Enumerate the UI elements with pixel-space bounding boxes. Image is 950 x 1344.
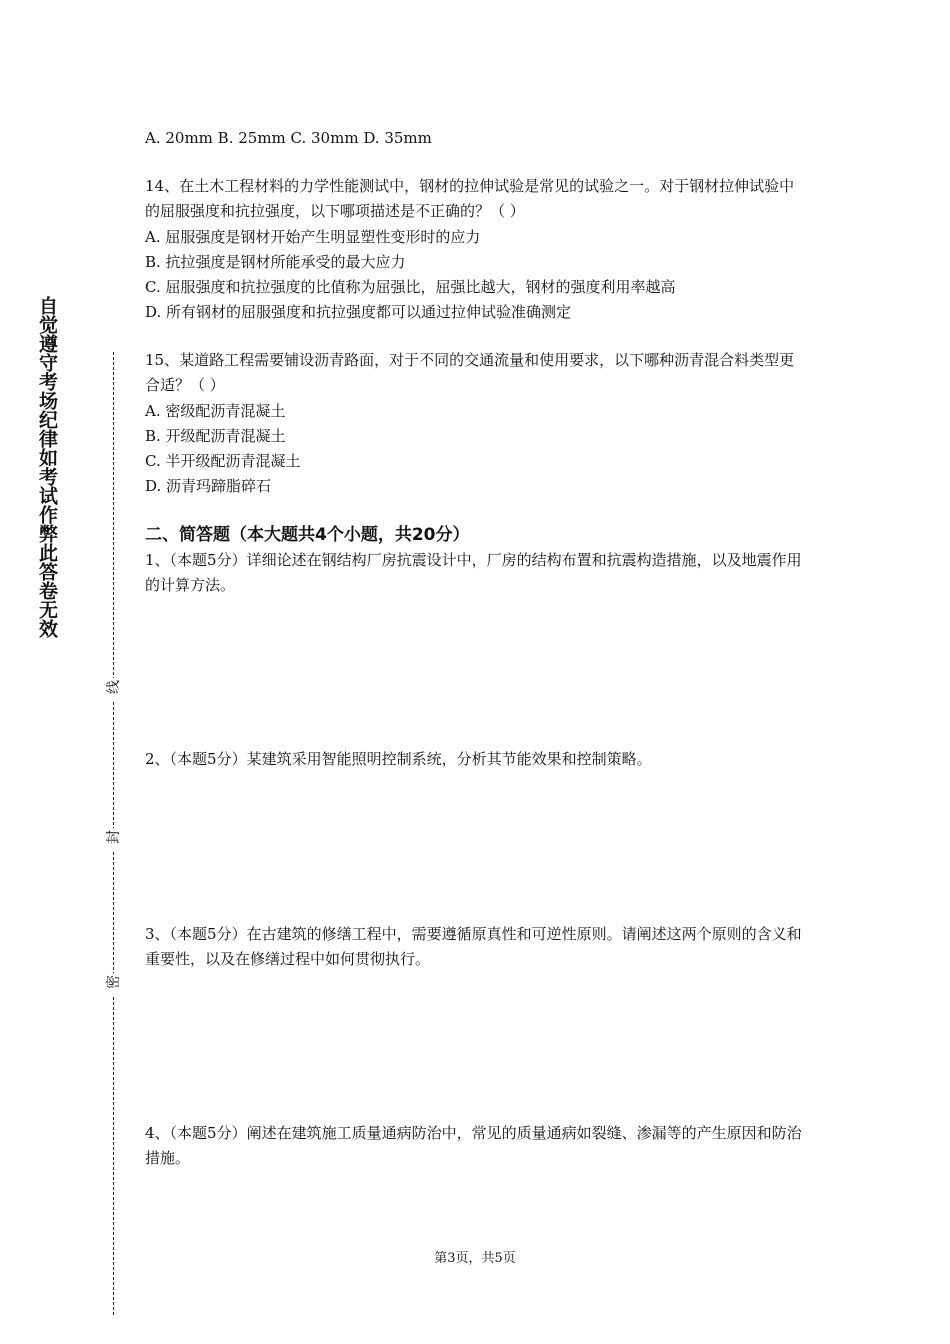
q15-stem: 15、某道路工程需要铺设沥青路面，对于不同的交通流量和使用要求，以下哪种沥青混合料类型更合适？（ ） [145,351,795,394]
short-answer-question-1: 1、（本题5分）详细论述在钢结构厂房抗震设计中，厂房的结构布置和抗震构造措施，以及地震作用的计算方法。 [145,551,802,594]
short-answer-question-4: 4、（本题5分）阐述在建筑施工质量通病防治中，常见的质量通病如裂缝、渗漏等的产生原因和防治措施。 [145,1124,802,1167]
short-answer-question-3: 3、（本题5分）在古建筑的修缮工程中，需要遵循原真性和可逆性原则。请阐述这两个原则的含义和重要性，以及在修缮过程中如何贯彻执行。 [145,925,802,968]
q14-stem: 14、在土木工程材料的力学性能测试中，钢材的拉伸试验是常见的试验之一。对于钢材拉伸试验中的屈服强度和抗拉强度，以下哪项描述是不正确的？（ ） [145,177,795,220]
q15-option-d: D. 沥青玛蹄脂碎石 [145,477,272,495]
q15-option-b: B. 开级配沥青混凝土 [145,427,286,445]
q14-option-d: D. 所有钢材的屈服强度和抗拉强度都可以通过拉伸试验准确测定 [145,303,572,321]
page-number-footer: 第3页，共5页 [434,1251,516,1266]
section-2-title: 二、简答题（本大题共4个小题，共20分） [145,525,470,545]
binding-mark-line: 线 [105,678,123,700]
q14-option-c: C. 屈服强度和抗拉强度的比值称为屈强比，屈强比越大，钢材的强度利用率越高 [145,278,676,296]
q14-option-a: A. 屈服强度是钢材开始产生明显塑性变形时的应力 [145,228,481,246]
q15-option-a: A. 密级配沥青混凝土 [145,402,286,420]
binding-mark-seal: 封 [105,828,123,850]
exam-discipline-warning: 自觉遵守考场纪律如考试作弊此答卷无效 [36,296,58,638]
q15-option-c: C. 半开级配沥青混凝土 [145,452,301,470]
binding-mark-secret: 密 [105,973,123,995]
q13-options: A. 20mm B. 25mm C. 30mm D. 35mm [145,129,432,147]
short-answer-question-2: 2、（本题5分）某建筑采用智能照明控制系统，分析其节能效果和控制策略。 [145,750,652,768]
q14-option-b: B. 抗拉强度是钢材所能承受的最大应力 [145,253,406,271]
